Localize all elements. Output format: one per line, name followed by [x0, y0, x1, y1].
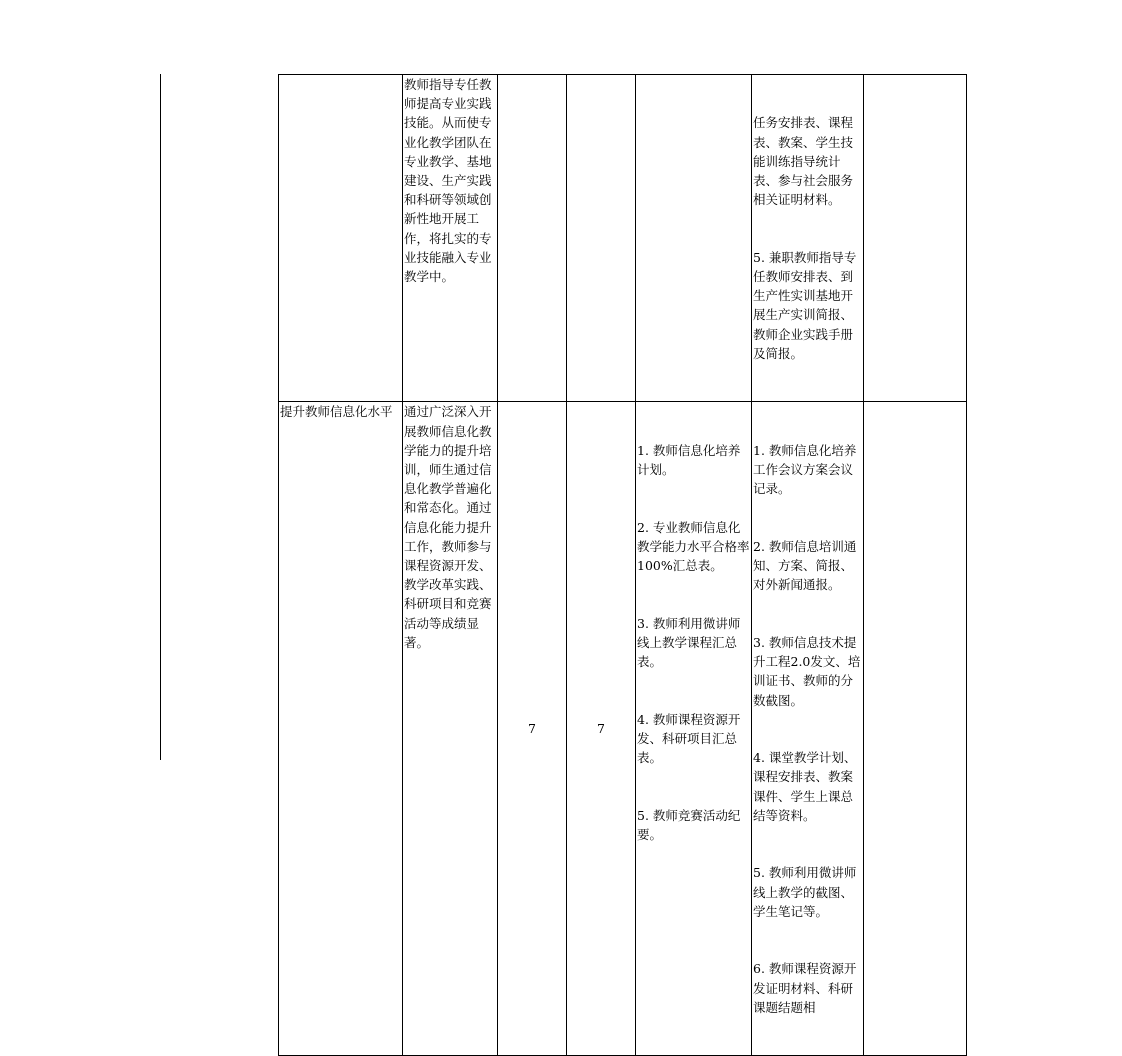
left-margin-rule	[160, 74, 161, 760]
evaluation-table	[278, 74, 967, 1056]
remark-cell	[864, 402, 967, 1056]
description-cell: 教师指导专任教师提高专业实践技能。从而使专业化教学团队在专业教学、基地建设、生产实践和科研等领域创新性地开展工作，将扎实的专业技能融入专业教学中。	[403, 75, 498, 402]
item-cell	[279, 75, 403, 402]
standard-item: 2. 专业教师信息化教学能力水平合格率100%汇总表。	[637, 519, 750, 574]
evidence-item: 4. 课堂教学计划、课程安排表、教案课件、学生上课总结等资料。	[753, 750, 857, 823]
evidence-item: 6. 教师课程资源开发证明材料、科研课题结题相	[753, 961, 857, 1015]
table-row	[279, 402, 967, 1056]
evidence-item: 5. 教师利用微讲师线上教学的截图、学生笔记等。	[753, 865, 857, 919]
evidence-item: 2. 教师信息培训通知、方案、简报、对外新闻通报。	[753, 538, 857, 593]
standards-cell	[636, 402, 752, 1056]
standard-item: 5. 教师竞赛活动纪要。	[637, 807, 741, 842]
description-cell: 通过广泛深入开展教师信息化教学能力的提升培训，师生通过信息化教学普遍化和常态化。通过信息化能力提升工作，教师参与课程资源开发、教学改革实践、科研项目和竞赛活动等成绩显著。	[403, 402, 498, 1056]
remark-cell	[864, 75, 967, 402]
evidence-cell	[752, 75, 864, 402]
standard-item: 1. 教师信息化培养计划。	[637, 442, 741, 478]
evidence-cell	[752, 402, 864, 1056]
standard-item: 3. 教师利用微讲师线上教学课程汇总表。	[637, 615, 741, 670]
evidence-item: 1. 教师信息化培养工作会议方案会议记录。	[753, 442, 857, 497]
standards-cell	[636, 75, 752, 402]
score-cell: 7	[498, 402, 567, 1056]
evidence-item: 任务安排表、课程表、教案、学生技能训练指导统计表、参与社会服务相关证明材料。	[753, 115, 854, 208]
score-cell: 7	[567, 402, 636, 1056]
score-cell	[498, 75, 567, 402]
standard-item: 4. 教师课程资源开发、科研项目汇总表。	[637, 711, 741, 766]
evidence-item: 3. 教师信息技术提升工程2.0发文、培训证书、教师的分数截图。	[753, 634, 861, 708]
table-row	[279, 75, 967, 402]
score-cell	[567, 75, 636, 402]
item-cell: 提升教师信息化水平	[279, 402, 403, 1056]
evidence-item: 5. 兼职教师指导专任教师安排表、到生产性实训基地开展生产实训简报、教师企业实践手册及简报。	[753, 249, 857, 361]
